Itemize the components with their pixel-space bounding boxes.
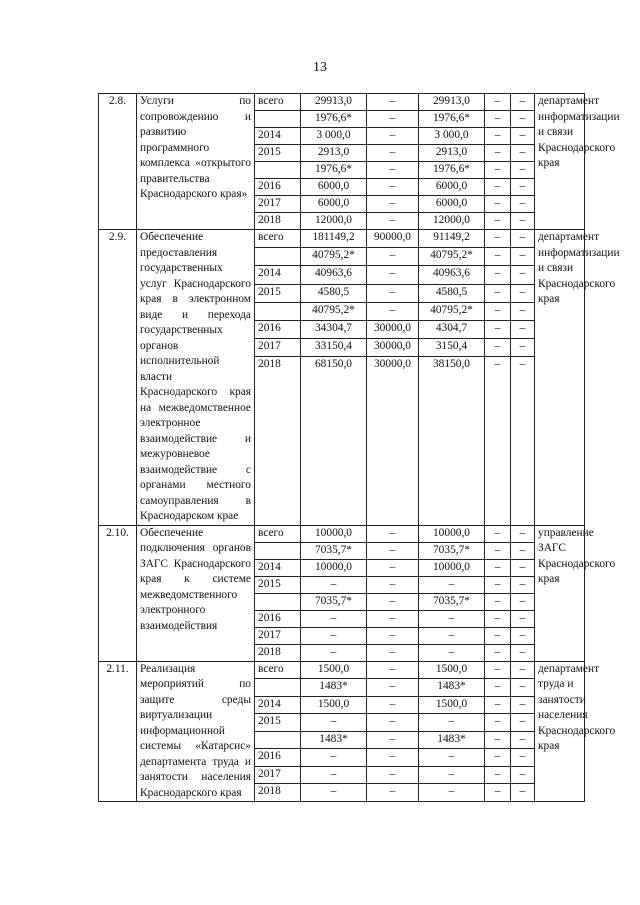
year-cell [255,111,301,128]
value-other: – [511,196,535,213]
value-total: 34304,7 [301,320,367,338]
value-regional: 1976,6* [419,162,485,179]
item-number: 2.9. [99,230,137,526]
value-regional: 7035,7* [419,593,485,610]
value-total: – [301,644,367,661]
value-total: 40795,2* [301,302,367,320]
value-federal: – [367,196,419,213]
year-cell [255,162,301,179]
value-regional: 1500,0 [419,661,485,679]
value-regional: 6000,0 [419,179,485,196]
value-local: – [485,266,511,284]
value-total: – [301,627,367,644]
activity-name: Обеспечение подключения органов ЗАГС Краснодарского края к системе межведомственного электронного взаимодействия [137,525,255,661]
value-local: – [485,559,511,576]
table-row [99,230,585,248]
value-regional: 10000,0 [419,559,485,576]
value-regional: 4580,5 [419,284,485,302]
value-local: – [485,593,511,610]
value-federal: – [367,248,419,266]
value-total: 68150,0 [301,357,367,525]
value-local: – [485,357,511,525]
value-federal: – [367,576,419,593]
value-other: – [511,784,535,802]
value-local: – [485,714,511,732]
year-cell [255,593,301,610]
value-local: – [485,302,511,320]
executor: департамент труда и занятости населения Краснодарского края [535,661,585,802]
value-federal: – [367,644,419,661]
value-federal: – [367,179,419,196]
table-row [99,94,585,111]
value-total: 40963,6 [301,266,367,284]
executor: департамент информатизации и связи Краснодарского края [535,94,585,230]
value-other: – [511,179,535,196]
value-regional: 3150,4 [419,339,485,357]
table-row [99,661,585,679]
value-other: – [511,576,535,593]
value-other: – [511,230,535,248]
year-cell: всего [255,230,301,248]
value-other: – [511,213,535,230]
value-total: 10000,0 [301,559,367,576]
value-federal: – [367,94,419,111]
year-cell: всего [255,94,301,111]
value-federal: – [367,145,419,162]
value-federal: 30000,0 [367,320,419,338]
value-regional: 10000,0 [419,525,485,542]
value-local: – [485,679,511,697]
value-total: 1500,0 [301,661,367,679]
value-regional: 1483* [419,731,485,749]
page-number: 13 [313,60,327,75]
value-local: – [485,627,511,644]
value-federal: – [367,714,419,732]
value-regional: 1483* [419,679,485,697]
executor: департамент информатизации и связи Краснодарского края [535,230,585,526]
year-cell: 2014 [255,559,301,576]
value-local: – [485,179,511,196]
value-total: – [301,766,367,784]
value-federal: – [367,766,419,784]
value-regional: – [419,714,485,732]
year-cell: 2016 [255,610,301,627]
value-total: 7035,7* [301,593,367,610]
value-other: – [511,731,535,749]
value-federal: – [367,627,419,644]
value-other: – [511,248,535,266]
value-federal: – [367,610,419,627]
year-cell: 2016 [255,179,301,196]
value-federal: – [367,302,419,320]
value-total: 7035,7* [301,542,367,559]
value-regional: 4304,7 [419,320,485,338]
value-regional: 2913,0 [419,145,485,162]
value-total: 10000,0 [301,525,367,542]
value-other: – [511,679,535,697]
value-other: – [511,714,535,732]
value-total: 2913,0 [301,145,367,162]
value-total: 3 000,0 [301,128,367,145]
year-cell: 2014 [255,696,301,714]
value-federal: 30000,0 [367,357,419,525]
year-cell: 2017 [255,196,301,213]
value-federal: – [367,731,419,749]
value-local: – [485,320,511,338]
value-federal: – [367,542,419,559]
value-federal: – [367,696,419,714]
year-cell: 2016 [255,320,301,338]
value-federal: – [367,213,419,230]
year-cell [255,248,301,266]
item-number: 2.8. [99,94,137,230]
value-federal: – [367,784,419,802]
year-cell: 2014 [255,266,301,284]
year-cell: 2014 [255,128,301,145]
value-total: 29913,0 [301,94,367,111]
value-other: – [511,749,535,767]
value-local: – [485,696,511,714]
value-local: – [485,661,511,679]
value-other: – [511,644,535,661]
value-regional: 29913,0 [419,94,485,111]
value-federal: – [367,266,419,284]
value-other: – [511,766,535,784]
value-federal: – [367,679,419,697]
value-federal: – [367,111,419,128]
value-other: – [511,320,535,338]
activity-name: Услуги по сопровождению и развитию программного комплекса «открытого правительства Краснодарского края» [137,94,255,230]
value-other: – [511,525,535,542]
value-total: 1976,6* [301,162,367,179]
value-federal: – [367,593,419,610]
value-total: 1976,6* [301,111,367,128]
year-cell: 2017 [255,766,301,784]
value-other: – [511,593,535,610]
value-federal: – [367,749,419,767]
value-regional: – [419,627,485,644]
year-cell [255,302,301,320]
value-total: 4580,5 [301,284,367,302]
value-total: 12000,0 [301,213,367,230]
value-local: – [485,111,511,128]
value-federal: – [367,128,419,145]
year-cell: 2015 [255,576,301,593]
value-local: – [485,128,511,145]
value-regional: 1500,0 [419,696,485,714]
value-total: 6000,0 [301,179,367,196]
value-other: – [511,696,535,714]
value-regional: 6000,0 [419,196,485,213]
value-total: 40795,2* [301,248,367,266]
value-other: – [511,162,535,179]
value-regional: 40795,2* [419,248,485,266]
value-other: – [511,542,535,559]
activity-name: Обеспечение предоставления государственных услуг Краснодарского края в электронном виде и перехода государственных органов исполнительной власти Краснодарского края на межведомственное электронное взаимодействие и межуровневое взаимодействие с органами местного самоуправления в Краснодарском крае [137,230,255,526]
year-cell: 2016 [255,749,301,767]
year-cell: 2018 [255,357,301,525]
value-other: – [511,284,535,302]
value-federal: – [367,661,419,679]
value-regional: 7035,7* [419,542,485,559]
value-other: – [511,627,535,644]
value-regional: – [419,576,485,593]
value-total: 1500,0 [301,696,367,714]
value-total: – [301,610,367,627]
item-number: 2.11. [99,661,137,802]
year-cell: всего [255,525,301,542]
value-federal: 30000,0 [367,339,419,357]
value-local: – [485,731,511,749]
value-total: 1483* [301,679,367,697]
value-local: – [485,284,511,302]
activity-name: Реализация мероприятий по защите среды виртуализации информационной системы «Катарсис» департамента труда и занятости населения Краснодарского края [137,661,255,802]
item-number: 2.10. [99,525,137,661]
value-other: – [511,357,535,525]
value-total: 6000,0 [301,196,367,213]
value-federal: – [367,284,419,302]
value-other: – [511,266,535,284]
value-regional: 12000,0 [419,213,485,230]
value-local: – [485,576,511,593]
value-total: – [301,784,367,802]
value-regional: 3 000,0 [419,128,485,145]
value-regional: 38150,0 [419,357,485,525]
value-regional: – [419,644,485,661]
value-federal: – [367,162,419,179]
value-local: – [485,525,511,542]
value-other: – [511,145,535,162]
value-local: – [485,145,511,162]
value-other: – [511,111,535,128]
table-body [99,94,620,802]
year-cell: 2018 [255,213,301,230]
year-cell: всего [255,661,301,679]
value-local: – [485,213,511,230]
executor: управление ЗАГС Краснодарского края [535,525,585,661]
year-cell: 2015 [255,145,301,162]
value-local: – [485,230,511,248]
value-total: 1483* [301,731,367,749]
value-regional: 40795,2* [419,302,485,320]
value-regional: – [419,610,485,627]
year-cell: 2017 [255,339,301,357]
value-federal: – [367,559,419,576]
value-local: – [485,196,511,213]
year-cell [255,679,301,697]
value-federal: 90000,0 [367,230,419,248]
value-regional: – [419,784,485,802]
value-regional: – [419,749,485,767]
value-local: – [485,94,511,111]
value-total: 181149,2 [301,230,367,248]
value-total: – [301,749,367,767]
value-local: – [485,766,511,784]
value-local: – [485,784,511,802]
value-other: – [511,302,535,320]
value-other: – [511,610,535,627]
year-cell [255,731,301,749]
value-other: – [511,94,535,111]
year-cell: 2018 [255,644,301,661]
value-other: – [511,339,535,357]
year-cell: 2015 [255,284,301,302]
value-federal: – [367,525,419,542]
year-cell [255,542,301,559]
value-total: – [301,714,367,732]
value-total: – [301,576,367,593]
value-local: – [485,162,511,179]
value-other: – [511,661,535,679]
value-regional: – [419,766,485,784]
value-local: – [485,542,511,559]
year-cell: 2017 [255,627,301,644]
value-total: 33150,4 [301,339,367,357]
value-other: – [511,559,535,576]
year-cell: 2015 [255,714,301,732]
value-local: – [485,749,511,767]
value-local: – [485,339,511,357]
value-local: – [485,248,511,266]
table-row [99,525,585,542]
value-local: – [485,610,511,627]
value-other: – [511,128,535,145]
value-regional: 1976,6* [419,111,485,128]
value-regional: 40963,6 [419,266,485,284]
year-cell: 2018 [255,784,301,802]
value-local: – [485,644,511,661]
program-activities-table [98,93,620,802]
value-regional: 91149,2 [419,230,485,248]
